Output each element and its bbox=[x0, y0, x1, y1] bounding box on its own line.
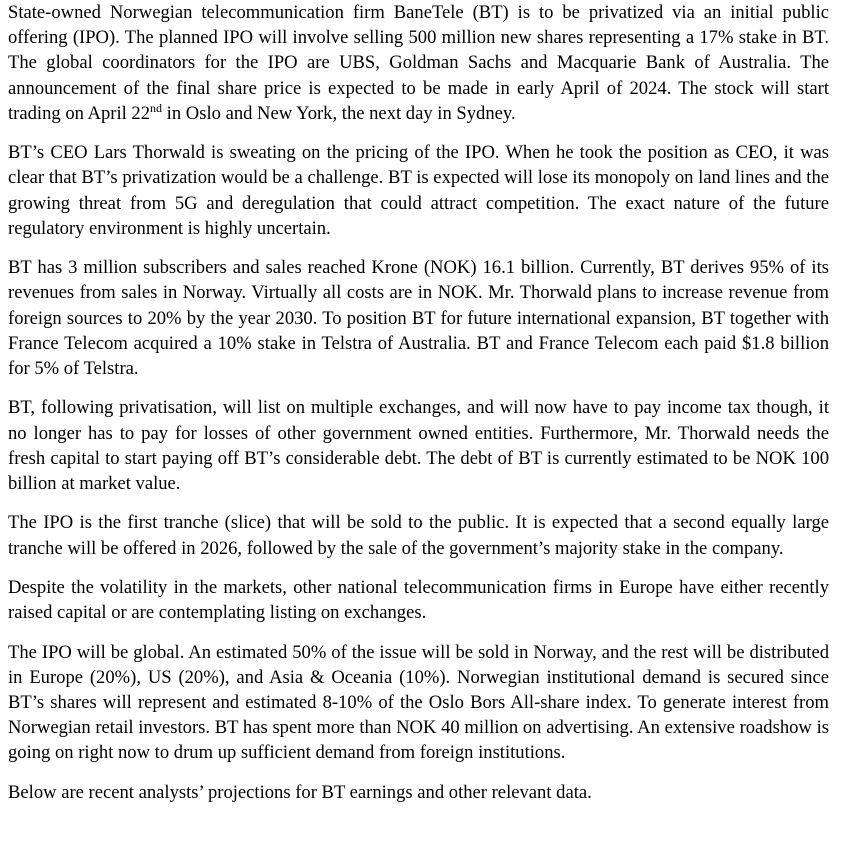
paragraph-market-volatility: Despite the volatility in the markets, other national telecommunication firms in Europe have either recently raised capital or are contemplating listing on exchanges. bbox=[8, 577, 829, 624]
paragraph-privatisation-tax-debt: BT, following privatisation, will list on multiple exchanges, and will now have to pay income tax though, it no longer has to pay for losses of other government owned entities. Furthermore, Mr. Thorwald needs the fresh capital to start paying off BT’s considerable debt. The debt of BT is currently estimated to be NOK 100 billion at market value. bbox=[8, 397, 829, 495]
ipo-overview-text: State-owned Norwegian telecommunication firm BaneTele (BT) is to be privatized via an initial public offering (IPO). The planned IPO will involve selling 500 million new shares representing a 17% stake in BT. The global coordinators for the IPO are UBS, Goldman Sachs and Macquarie Bank of Australia. The announcement of the final share price is expected to be made in early April of 2024. The stock will start trading on April 22 bbox=[8, 2, 829, 124]
paragraph-subscribers-revenue: BT has 3 million subscribers and sales reached Krone (NOK) 16.1 billion. Currently, BT derives 95% of its revenues from sales in Norway. Virtually all costs are in NOK. Mr. Thorwald plans to increase revenue from foreign sources to 20% by the year 2030. To position BT for future international expansion, BT together with France Telecom acquired a 10% stake in Telstra of Australia. BT and France Telecom each paid $1.8 billion for 5% of Telstra. bbox=[8, 257, 829, 380]
document-body bbox=[8, 0, 829, 805]
ipo-overview-text-end: in Oslo and New York, the next day in Sydney. bbox=[162, 102, 516, 124]
paragraph-tranches: The IPO is the first tranche (slice) that will be sold to the public. It is expected that a second equally large tranche will be offered in 2026, followed by the sale of the government’s majority stake in the company. bbox=[8, 512, 829, 559]
paragraph-global-distribution: The IPO will be global. An estimated 50% of the issue will be sold in Norway, and the rest will be distributed in Europe (20%), US (20%), and Asia & Oceania (10%). Norwegian institutional demand is secured since BT’s shares will represent and estimated 8-10% of the Oslo Bors All-share index. To generate interest from Norwegian retail investors. BT has spent more than NOK 40 million on advertising. An extensive roadshow is going on right now to drum up sufficient demand from foreign institutions. bbox=[8, 641, 829, 764]
paragraph-ipo-overview bbox=[8, 0, 829, 126]
paragraph-analyst-projections: Below are recent analysts’ projections for BT earnings and other relevant data. bbox=[8, 781, 592, 803]
paragraph-ceo-challenge: BT’s CEO Lars Thorwald is sweating on the pricing of the IPO. When he took the position as CEO, it was clear that BT’s privatization would be a challenge. BT is expected will lose its monopoly on land lines and the growing threat from 5G and deregulation that could attract competition. The exact nature of the future regulatory environment is highly uncertain. bbox=[8, 142, 829, 239]
ordinal-suffix: nd bbox=[150, 100, 163, 115]
